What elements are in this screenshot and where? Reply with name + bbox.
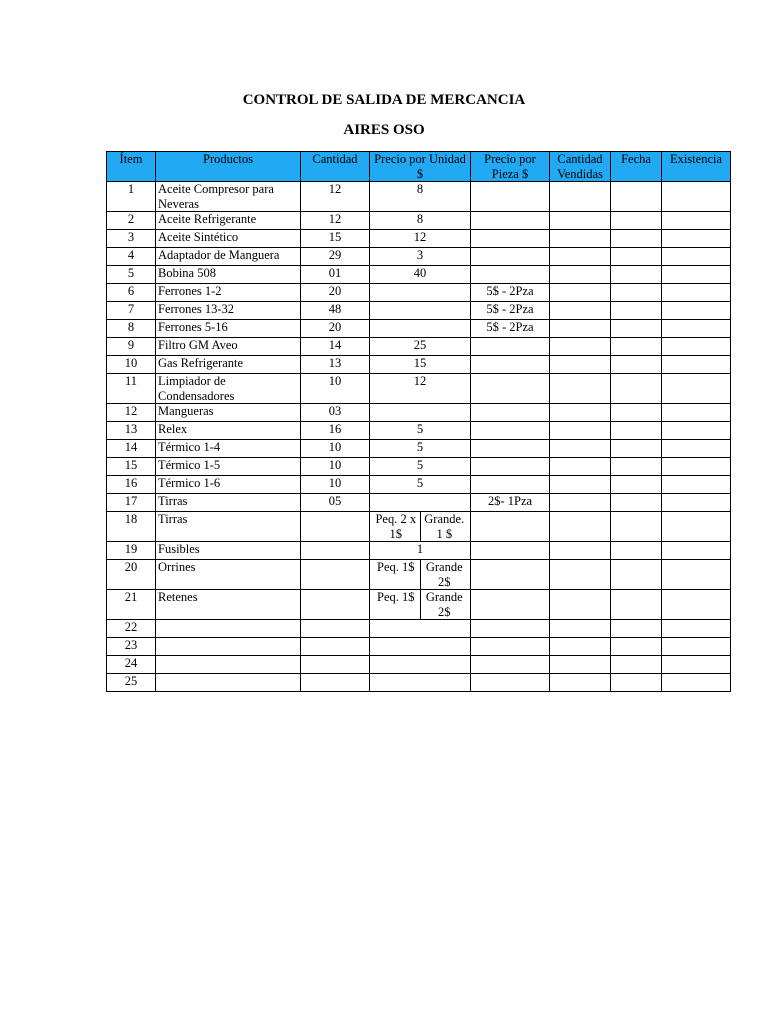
cell-piece-price	[471, 440, 550, 458]
cell-stock	[662, 542, 731, 560]
cell-stock	[662, 404, 731, 422]
cell-quantity-sold	[550, 440, 611, 458]
cell-quantity: 14	[301, 338, 370, 356]
inventory-table	[106, 151, 731, 692]
cell-quantity: 10	[301, 476, 370, 494]
cell-quantity: 48	[301, 302, 370, 320]
table-body	[107, 182, 731, 692]
cell-unit-price: 8	[370, 212, 471, 230]
cell-date	[611, 248, 662, 266]
cell-item: 15	[107, 458, 156, 476]
cell-item: 14	[107, 440, 156, 458]
cell-unit-price: 5	[370, 422, 471, 440]
cell-product: Relex	[156, 422, 301, 440]
cell-quantity	[301, 656, 370, 674]
cell-item: 24	[107, 656, 156, 674]
cell-item: 9	[107, 338, 156, 356]
table-row	[107, 494, 731, 512]
cell-stock	[662, 302, 731, 320]
cell-item: 19	[107, 542, 156, 560]
cell-item: 7	[107, 302, 156, 320]
table-row	[107, 404, 731, 422]
cell-piece-price	[471, 230, 550, 248]
cell-stock	[662, 374, 731, 404]
cell-quantity-sold	[550, 284, 611, 302]
header-piece-price: Precio por Pieza $	[471, 152, 550, 182]
cell-stock	[662, 248, 731, 266]
cell-piece-price	[471, 182, 550, 212]
cell-product: Orrines	[156, 560, 301, 590]
cell-unit-price	[370, 674, 471, 692]
table-row	[107, 320, 731, 338]
cell-unit-price: 15	[370, 356, 471, 374]
cell-unit-price	[370, 284, 471, 302]
cell-unit-price: 40	[370, 266, 471, 284]
cell-date	[611, 266, 662, 284]
unit-price-small: Peq. 1$	[372, 590, 421, 619]
table-row	[107, 440, 731, 458]
unit-price-large: Grande. 1 $	[424, 512, 465, 541]
header-quantity: Cantidad	[301, 152, 370, 182]
cell-product: Ferrones 5-16	[156, 320, 301, 338]
cell-product: Ferrones 1-2	[156, 284, 301, 302]
table-row	[107, 476, 731, 494]
cell-quantity-sold	[550, 212, 611, 230]
cell-piece-price: 5$ - 2Pza	[471, 302, 550, 320]
cell-quantity: 10	[301, 440, 370, 458]
cell-date	[611, 404, 662, 422]
cell-product: Tirras	[156, 512, 301, 542]
cell-stock	[662, 212, 731, 230]
cell-product: Gas Refrigerante	[156, 356, 301, 374]
cell-stock	[662, 620, 731, 638]
table-row	[107, 542, 731, 560]
table-row	[107, 620, 731, 638]
cell-item: 17	[107, 494, 156, 512]
cell-stock	[662, 476, 731, 494]
table-row	[107, 230, 731, 248]
cell-date	[611, 302, 662, 320]
cell-quantity: 01	[301, 266, 370, 284]
cell-unit-price: 1	[370, 542, 471, 560]
cell-date	[611, 374, 662, 404]
table-row	[107, 374, 731, 404]
cell-quantity: 05	[301, 494, 370, 512]
cell-date	[611, 590, 662, 620]
cell-quantity: 15	[301, 230, 370, 248]
cell-stock	[662, 230, 731, 248]
cell-quantity-sold	[550, 620, 611, 638]
cell-quantity	[301, 512, 370, 542]
cell-product: Térmico 1-4	[156, 440, 301, 458]
cell-quantity-sold	[550, 230, 611, 248]
cell-piece-price	[471, 542, 550, 560]
cell-unit-price	[370, 320, 471, 338]
table-row	[107, 422, 731, 440]
cell-date	[611, 320, 662, 338]
cell-stock	[662, 638, 731, 656]
cell-stock	[662, 338, 731, 356]
table-row	[107, 338, 731, 356]
cell-item: 4	[107, 248, 156, 266]
cell-stock	[662, 440, 731, 458]
cell-item: 21	[107, 590, 156, 620]
cell-piece-price	[471, 560, 550, 590]
cell-product	[156, 674, 301, 692]
cell-product: Tirras	[156, 494, 301, 512]
cell-quantity-sold	[550, 422, 611, 440]
cell-unit-price	[370, 656, 471, 674]
cell-product: Retenes	[156, 590, 301, 620]
cell-product: Térmico 1-5	[156, 458, 301, 476]
cell-quantity-sold	[550, 560, 611, 590]
document-subtitle: AIRES OSO	[343, 122, 425, 138]
table-row	[107, 590, 731, 620]
cell-quantity: 10	[301, 374, 370, 404]
cell-stock	[662, 656, 731, 674]
cell-product: Aceite Compresor para Neveras	[156, 182, 301, 212]
table-row	[107, 248, 731, 266]
cell-date	[611, 656, 662, 674]
cell-unit-price	[370, 302, 471, 320]
cell-stock	[662, 458, 731, 476]
cell-quantity: 16	[301, 422, 370, 440]
cell-unit-price: 12	[370, 374, 471, 404]
cell-unit-price	[370, 494, 471, 512]
table-row	[107, 458, 731, 476]
cell-unit-price: 25	[370, 338, 471, 356]
cell-quantity: 20	[301, 284, 370, 302]
cell-quantity-sold	[550, 320, 611, 338]
cell-quantity-sold	[550, 590, 611, 620]
cell-piece-price	[471, 356, 550, 374]
header-item: Ítem	[107, 152, 156, 182]
cell-item: 23	[107, 638, 156, 656]
cell-item: 18	[107, 512, 156, 542]
cell-item: 22	[107, 620, 156, 638]
cell-stock	[662, 266, 731, 284]
cell-quantity: 12	[301, 182, 370, 212]
cell-unit-price: 5	[370, 458, 471, 476]
cell-date	[611, 476, 662, 494]
cell-date	[611, 356, 662, 374]
table-row	[107, 356, 731, 374]
table-row	[107, 512, 731, 542]
cell-stock	[662, 320, 731, 338]
table-row	[107, 266, 731, 284]
unit-price-large: Grande 2$	[425, 560, 463, 589]
cell-date	[611, 674, 662, 692]
cell-date	[611, 212, 662, 230]
cell-product: Limpiador de Condensadores	[156, 374, 301, 404]
cell-quantity-sold	[550, 542, 611, 560]
cell-item: 6	[107, 284, 156, 302]
cell-date	[611, 338, 662, 356]
cell-date	[611, 440, 662, 458]
document-title: CONTROL DE SALIDA DE MERCANCIA	[242, 92, 526, 108]
cell-stock	[662, 356, 731, 374]
cell-product: Filtro GM Aveo	[156, 338, 301, 356]
cell-stock	[662, 590, 731, 620]
cell-item: 16	[107, 476, 156, 494]
cell-stock	[662, 422, 731, 440]
cell-unit-price: 5	[370, 476, 471, 494]
table-row	[107, 560, 731, 590]
cell-date	[611, 230, 662, 248]
cell-unit-price: 8	[370, 182, 471, 212]
cell-unit-price: 12	[370, 230, 471, 248]
cell-unit-price: 5	[370, 440, 471, 458]
cell-stock	[662, 284, 731, 302]
cell-quantity	[301, 590, 370, 620]
unit-price-small: Peq. 1$	[372, 560, 421, 589]
cell-piece-price	[471, 620, 550, 638]
cell-stock	[662, 560, 731, 590]
cell-quantity-sold	[550, 338, 611, 356]
cell-quantity-sold	[550, 404, 611, 422]
cell-item: 1	[107, 182, 156, 212]
cell-item: 3	[107, 230, 156, 248]
cell-quantity-sold	[550, 356, 611, 374]
cell-piece-price	[471, 656, 550, 674]
cell-item: 5	[107, 266, 156, 284]
cell-quantity	[301, 560, 370, 590]
cell-product: Mangueras	[156, 404, 301, 422]
cell-item: 13	[107, 422, 156, 440]
header-stock: Existencia	[662, 152, 731, 182]
table-header-row	[107, 152, 731, 182]
cell-quantity-sold	[550, 458, 611, 476]
cell-unit-price	[370, 560, 471, 590]
cell-quantity	[301, 638, 370, 656]
cell-piece-price: 2$- 1Pza	[471, 494, 550, 512]
cell-date	[611, 620, 662, 638]
cell-stock	[662, 674, 731, 692]
cell-product: Térmico 1-6	[156, 476, 301, 494]
table-row	[107, 284, 731, 302]
cell-piece-price: 5$ - 2Pza	[471, 320, 550, 338]
table-row	[107, 656, 731, 674]
cell-piece-price	[471, 674, 550, 692]
cell-date	[611, 542, 662, 560]
unit-price-small: Peq. 2 x 1$	[372, 512, 421, 541]
cell-product: Bobina 508	[156, 266, 301, 284]
cell-piece-price	[471, 638, 550, 656]
header-date: Fecha	[611, 152, 662, 182]
table-row	[107, 182, 731, 212]
cell-product: Aceite Sintético	[156, 230, 301, 248]
cell-quantity-sold	[550, 302, 611, 320]
cell-piece-price	[471, 338, 550, 356]
cell-product	[156, 638, 301, 656]
cell-unit-price	[370, 620, 471, 638]
cell-piece-price	[471, 458, 550, 476]
cell-date	[611, 560, 662, 590]
cell-item: 25	[107, 674, 156, 692]
cell-date	[611, 422, 662, 440]
cell-quantity: 29	[301, 248, 370, 266]
cell-item: 12	[107, 404, 156, 422]
cell-piece-price	[471, 266, 550, 284]
cell-item: 11	[107, 374, 156, 404]
table-row	[107, 674, 731, 692]
cell-piece-price	[471, 476, 550, 494]
cell-quantity	[301, 620, 370, 638]
cell-item: 8	[107, 320, 156, 338]
cell-item: 2	[107, 212, 156, 230]
cell-product: Adaptador de Manguera	[156, 248, 301, 266]
cell-item: 10	[107, 356, 156, 374]
cell-date	[611, 494, 662, 512]
cell-quantity: 10	[301, 458, 370, 476]
cell-quantity: 13	[301, 356, 370, 374]
cell-product: Ferrones 13-32	[156, 302, 301, 320]
cell-date	[611, 284, 662, 302]
unit-price-large: Grande 2$	[425, 590, 463, 619]
cell-quantity	[301, 674, 370, 692]
cell-quantity-sold	[550, 656, 611, 674]
cell-quantity-sold	[550, 248, 611, 266]
cell-quantity-sold	[550, 512, 611, 542]
cell-quantity-sold	[550, 638, 611, 656]
cell-quantity-sold	[550, 182, 611, 212]
cell-product	[156, 656, 301, 674]
cell-quantity: 20	[301, 320, 370, 338]
cell-unit-price	[370, 638, 471, 656]
cell-piece-price	[471, 248, 550, 266]
cell-quantity-sold	[550, 476, 611, 494]
table-row	[107, 638, 731, 656]
header-products: Productos	[156, 152, 301, 182]
table-row	[107, 212, 731, 230]
cell-piece-price	[471, 212, 550, 230]
cell-piece-price	[471, 422, 550, 440]
table-row	[107, 302, 731, 320]
cell-date	[611, 182, 662, 212]
cell-stock	[662, 494, 731, 512]
cell-product	[156, 620, 301, 638]
cell-item: 20	[107, 560, 156, 590]
cell-stock	[662, 512, 731, 542]
cell-quantity-sold	[550, 674, 611, 692]
cell-unit-price: 3	[370, 248, 471, 266]
cell-date	[611, 638, 662, 656]
cell-piece-price	[471, 374, 550, 404]
cell-unit-price	[370, 404, 471, 422]
cell-unit-price	[370, 590, 471, 620]
cell-product: Aceite Refrigerante	[156, 212, 301, 230]
header-unit-price: Precio por Unidad $	[370, 152, 471, 182]
cell-quantity-sold	[550, 266, 611, 284]
header-quantity-sold: Cantidad Vendidas	[550, 152, 611, 182]
cell-unit-price	[370, 512, 471, 542]
cell-quantity-sold	[550, 374, 611, 404]
cell-quantity-sold	[550, 494, 611, 512]
cell-date	[611, 512, 662, 542]
cell-product: Fusibles	[156, 542, 301, 560]
cell-piece-price	[471, 512, 550, 542]
cell-stock	[662, 182, 731, 212]
cell-piece-price: 5$ - 2Pza	[471, 284, 550, 302]
cell-quantity: 12	[301, 212, 370, 230]
cell-date	[611, 458, 662, 476]
cell-quantity: 03	[301, 404, 370, 422]
cell-quantity	[301, 542, 370, 560]
cell-piece-price	[471, 590, 550, 620]
cell-piece-price	[471, 404, 550, 422]
